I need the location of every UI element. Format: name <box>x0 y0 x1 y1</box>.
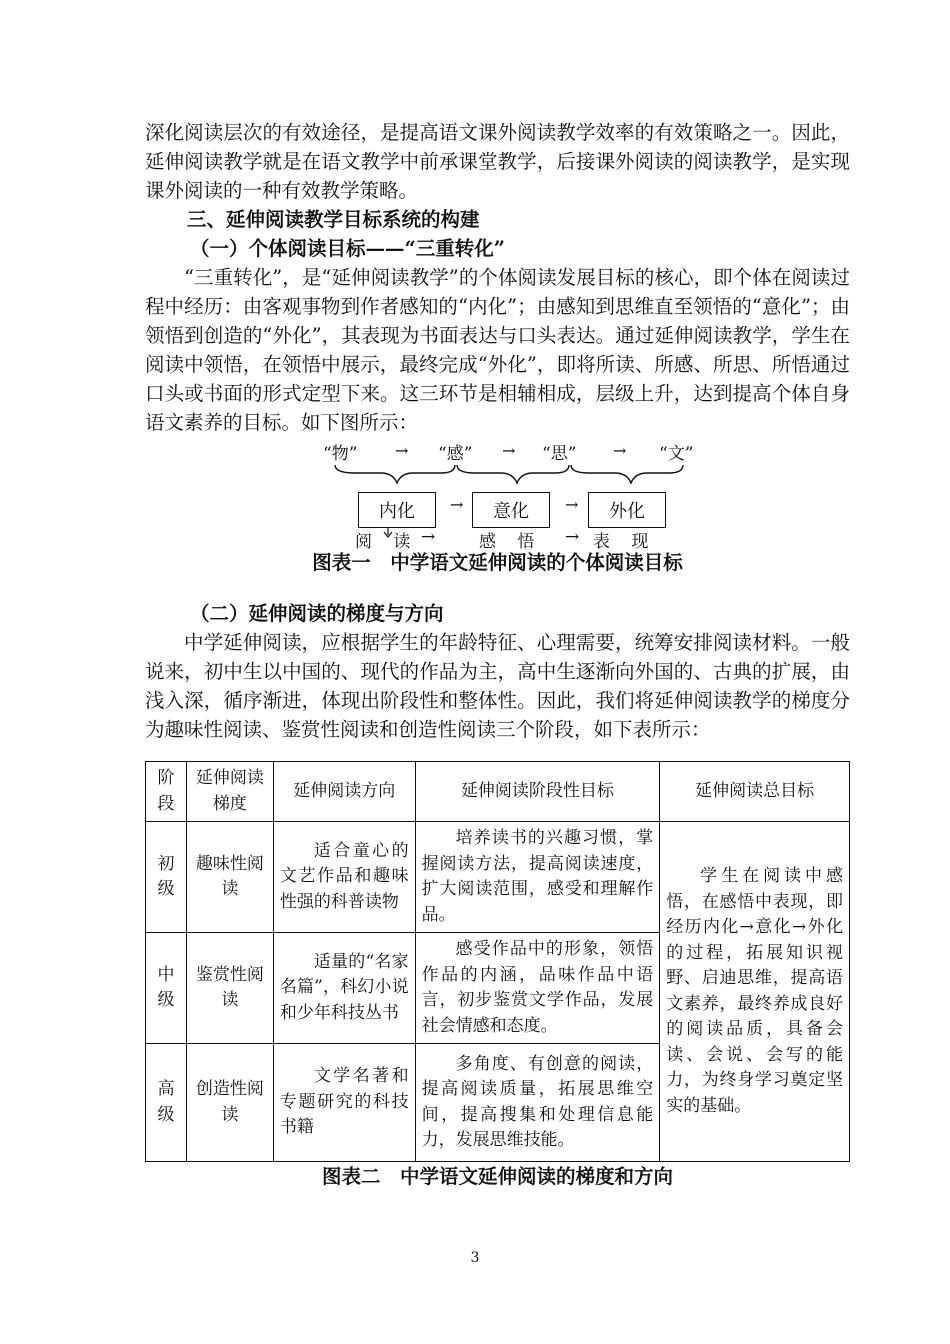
section-heading: 三、延伸阅读教学目标系统的构建 <box>187 208 480 231</box>
figure-caption-1: 图表一 中学语文延伸阅读的个体阅读目标 <box>312 551 683 574</box>
paragraph-gradient: 中学延伸阅读，应根据学生的年龄特征、心理需要，统筹安排阅读材料。一般说来，初中生以中国的、现代的作品为主，高中生逐渐向外国的、古典的扩展，由浅入深，循序渐进，体现出阶段性和整体性。因此，我们将延伸阅读教学的梯度分为趣味性阅读、鉴赏性阅读和创造性阅读三个阶段，如下表所示： <box>145 631 850 741</box>
goal-cell: 多角度、有创意的阅读，提高阅读质量，拓展思维空间，提高搜集和处理信息能力，发展思维技能。 <box>415 1044 660 1162</box>
stage-cell: 中级 <box>146 933 187 1044</box>
box-comprehend: 意化 <box>472 492 550 528</box>
level-cell: 创造性阅读 <box>186 1044 273 1162</box>
stage-cell: 高级 <box>146 1044 187 1162</box>
direction-cell: 适合童心的文艺作品和趣味性强的科普读物 <box>273 822 415 933</box>
arrow-icon: → <box>421 527 436 547</box>
brace-3 <box>571 465 683 483</box>
overall-goal-cell: 学生在阅读中感悟，在感悟中表现，即经历内化→意化→外化的过程，拓展知识视野、启迪思维，提高语文素养，最终养成良好的阅读品质，具备会读、会说、会写的能力，为终身学习奠定坚实的基础。 <box>660 822 850 1162</box>
brace-2 <box>457 465 569 483</box>
page-number: 3 <box>470 1250 480 1266</box>
table-header-cell: 延伸阅读总目标 <box>660 762 850 822</box>
level-cell: 鉴赏性阅读 <box>186 933 273 1044</box>
arrow-icon: → <box>395 441 409 460</box>
level-cell: 趣味性阅读 <box>186 822 273 933</box>
goal-cell: 感受作品中的形象，领悟作品的内涵，品味作品中语言，初步鉴赏文学作品，发展社会情感和态度。 <box>415 933 660 1044</box>
figure-bottom-label: 阅 读 <box>355 532 419 552</box>
arrow-icon: → <box>613 441 627 460</box>
goal-cell: 培养读书的兴趣习惯，掌握阅读方法，提高阅读速度，扩大阅读范围，感受和理解作品。 <box>415 822 660 933</box>
brace-1 <box>335 465 455 483</box>
table-header-cell: 阶段 <box>146 762 187 822</box>
table-header-cell: 延伸阅读阶段性目标 <box>415 762 660 822</box>
paragraph-three-transformations: “三重转化”，是“延伸阅读教学”的个体阅读发展目标的核心，即个体在阅读过程中经历：由客观事物到作者感知的“内化”；由感知到思维直至领悟的“意化”；由领悟到创造的“外化”，其表现为书面表达与口头表达。通过延伸阅读教学，学生在阅读中领悟，在领悟中展示，最终完成“外化”，即将所读、所感、所思、所悟通过口头或书面的形式定型下来。这三环节是相辅相成，层级上升，达到提高个体自身语文素养的目标。如下图所示： <box>145 266 850 434</box>
stage-cell: 初级 <box>146 822 187 933</box>
arrow-icon: → <box>502 441 516 460</box>
figure-top-label: “文” <box>659 444 694 464</box>
arrow-icon: → <box>565 527 580 547</box>
arrow-icon: → <box>450 495 464 514</box>
paragraph-intro: 深化阅读层次的有效途径，是提高语文课外阅读教学效率的有效策略之一。因此，延伸阅读教学就是在语文教学中前承课堂教学，后接课外阅读的阅读教学，是实现课外阅读的一种有效教学策略。 <box>145 121 850 202</box>
subsection-heading-2: （二）延伸阅读的梯度与方向 <box>190 602 444 625</box>
table-header-cell: 延伸阅读梯度 <box>186 762 273 822</box>
figure-individual-reading-goal <box>145 437 850 552</box>
figure-top-label: “物” <box>323 444 358 464</box>
table-row <box>146 822 850 933</box>
arrow-icon: → <box>565 495 579 514</box>
figure-bottom-label: 表 现 <box>593 532 657 552</box>
table-header-cell: 延伸阅读方向 <box>273 762 415 822</box>
table-header-row <box>146 762 850 822</box>
direction-cell: 文学名著和专题研究的科技书籍 <box>273 1044 415 1162</box>
direction-cell: 适量的“名家名篇”，科幻小说和少年科技丛书 <box>273 933 415 1044</box>
figure-caption-2: 图表二 中学语文延伸阅读的梯度和方向 <box>321 1165 673 1188</box>
gradient-table <box>145 761 850 1162</box>
box-externalize: 外化 <box>588 492 666 528</box>
brace-group <box>145 461 850 487</box>
box-internalize: 内化 <box>358 492 436 528</box>
figure-top-label: “思” <box>542 444 577 464</box>
figure-bottom-label: 感 悟 <box>479 532 543 552</box>
page-content <box>145 118 850 1191</box>
figure-top-label: “感” <box>438 444 473 464</box>
subsection-heading-1: （一）个体阅读目标——“三重转化” <box>190 237 505 260</box>
